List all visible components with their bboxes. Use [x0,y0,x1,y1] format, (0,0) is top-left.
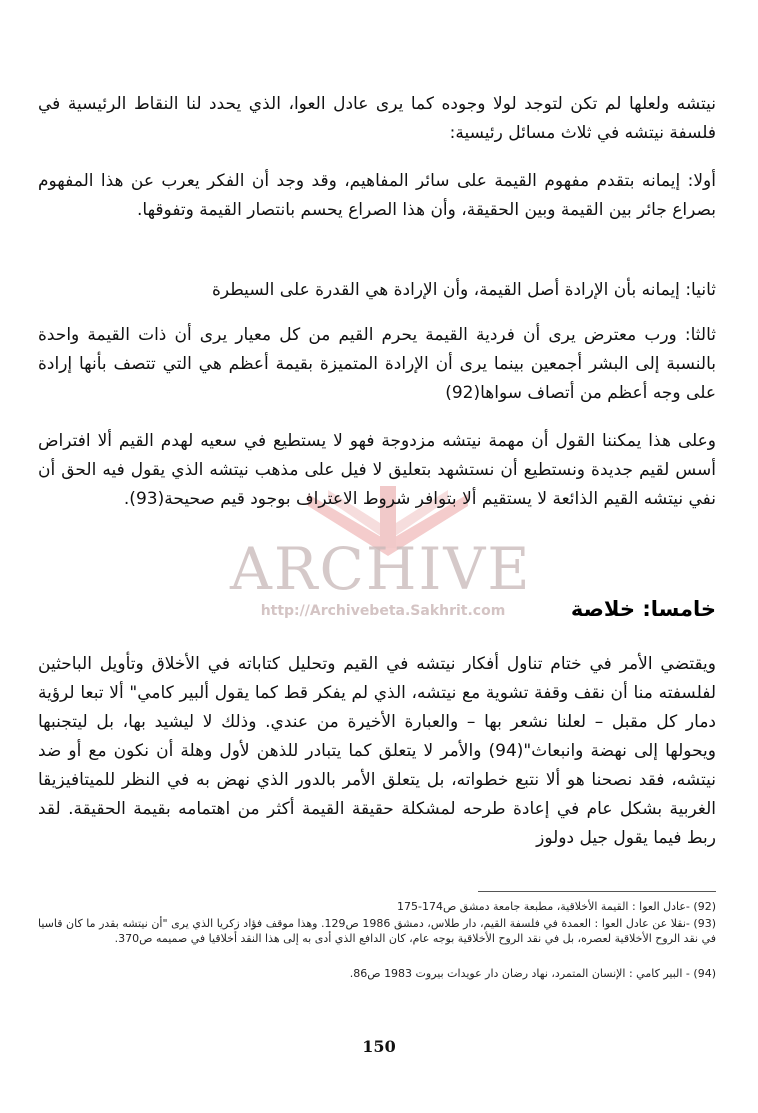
paragraph-summary: ويقتضي الأمر في ختام تناول أفكار نيتشه في القيم وتحليل كتاباته في الأخلاق وتأويل الباحثين لفلسفته منا أن نقف وقفة تشوية مع نيتشه، الذي لم يفكر قط كما يقول ألبير كامي" ألا تبعا لرؤية دمار كل مقبل – لعلنا نشعر بها – والعبارة الأخيرة من عندي. وذلك لا ليشيد بها، بل ليتجنبها ويحولها إلى نهضة وانبعاث"(94) والأمر لا يتعلق كما يتبادر للذهن لأول وهلة أن نكون مع أو ضد نيتشه، فقد نصحنا هو ألا نتبع خطواته، بل يتعلق الأمر بالدور الذي نهض به في النظر للميتافيزيقا الغربية بشكل عام في إعادة طرحه لمشكلة حقيقة القيمة أكثر من اهتمامه بقيمة الحقيقة. لقد ربط فيما يقول جيل دولوز [38,654,716,848]
paragraph-second-point: ثانيا: إيمانه بأن الإرادة أصل القيمة، وأن الإرادة هي القدرة على السيطرة [211,280,716,300]
paragraph-conclusion: وعلى هذا يمكننا القول أن مهمة نيتشه مزدوجة فهو لا يستطيع في سعيه لهدم القيم ألا افتراض أسس لقيم جديدة ونستطيع أن نستشهد بتعليق لا فيل على مذهب نيتشه الذي يقول فيه الحق أن نفي نيتشه القيم الذائعة لا يستقيم ألا بتوافر شروط الاعتراف بوجود قيم صحيحة(93). [38,431,716,509]
footnote-94: (94) - البير كامي : الإنسان المتمرد، نهاد رضان دار عويدات بيروت 1983 ص86. [349,967,716,980]
watermark-url: http://Archivebeta.Sakhrit.com [260,603,506,619]
footnote-93: (93) -نقلا عن عادل العوا : العمدة في فلسفة القيم، دار طلاس، دمشق 1986 ص129. وهذا موقف فؤاد زكريا الذي يرى "أن نيتشه بقدر ما كان قاسيا في نقد الروح الأخلاقية لعصره، بل في نقد الروح الأخلاقية بوجه عام، كان الدافع الذي أدى به إلى هذا النقد أخلاقيا في صميمه ص370. [38,917,716,945]
page-number: 150 [362,1037,396,1056]
footnote-divider [478,891,716,892]
footnote-92: (92) -عادل العوا : القيمة الأخلاقية، مطبعة جامعة دمشق ص174-175 [396,900,716,913]
paragraph-first-point: أولا: إيمانه بتقدم مفهوم القيمة على سائر المفاهيم، وقد وجد أن الفكر يعرب عن هذا المفهوم بصراع جائر بين القيمة وبين الحقيقة، وأن هذا الصراع يحسم بانتصار القيمة وتفوقها. [38,171,716,220]
section-heading: خامسا: خلاصة [570,597,716,621]
watermark-title: ARCHIVE [230,535,532,603]
paragraph-intro: نيتشه ولعلها لم تكن لتوجد لولا وجوده كما يرى عادل العوا، الذي يحدد لنا النقاط الرئيسية في فلسفة نيتشه في ثلاث مسائل رئيسية: [38,94,716,143]
paragraph-third-point: ثالثا: ورب معترض يرى أن فردية القيمة يحرم القيم من كل معيار يرى أن ذات القيمة واحدة بالنسبة إلى البشر أجمعين بينما يرى أن الإرادة المتميزة بقيمة أعظم هي التي تتصف بأنها إرادة على وجه أعظم من أتصاف سواها(92) [38,325,716,403]
